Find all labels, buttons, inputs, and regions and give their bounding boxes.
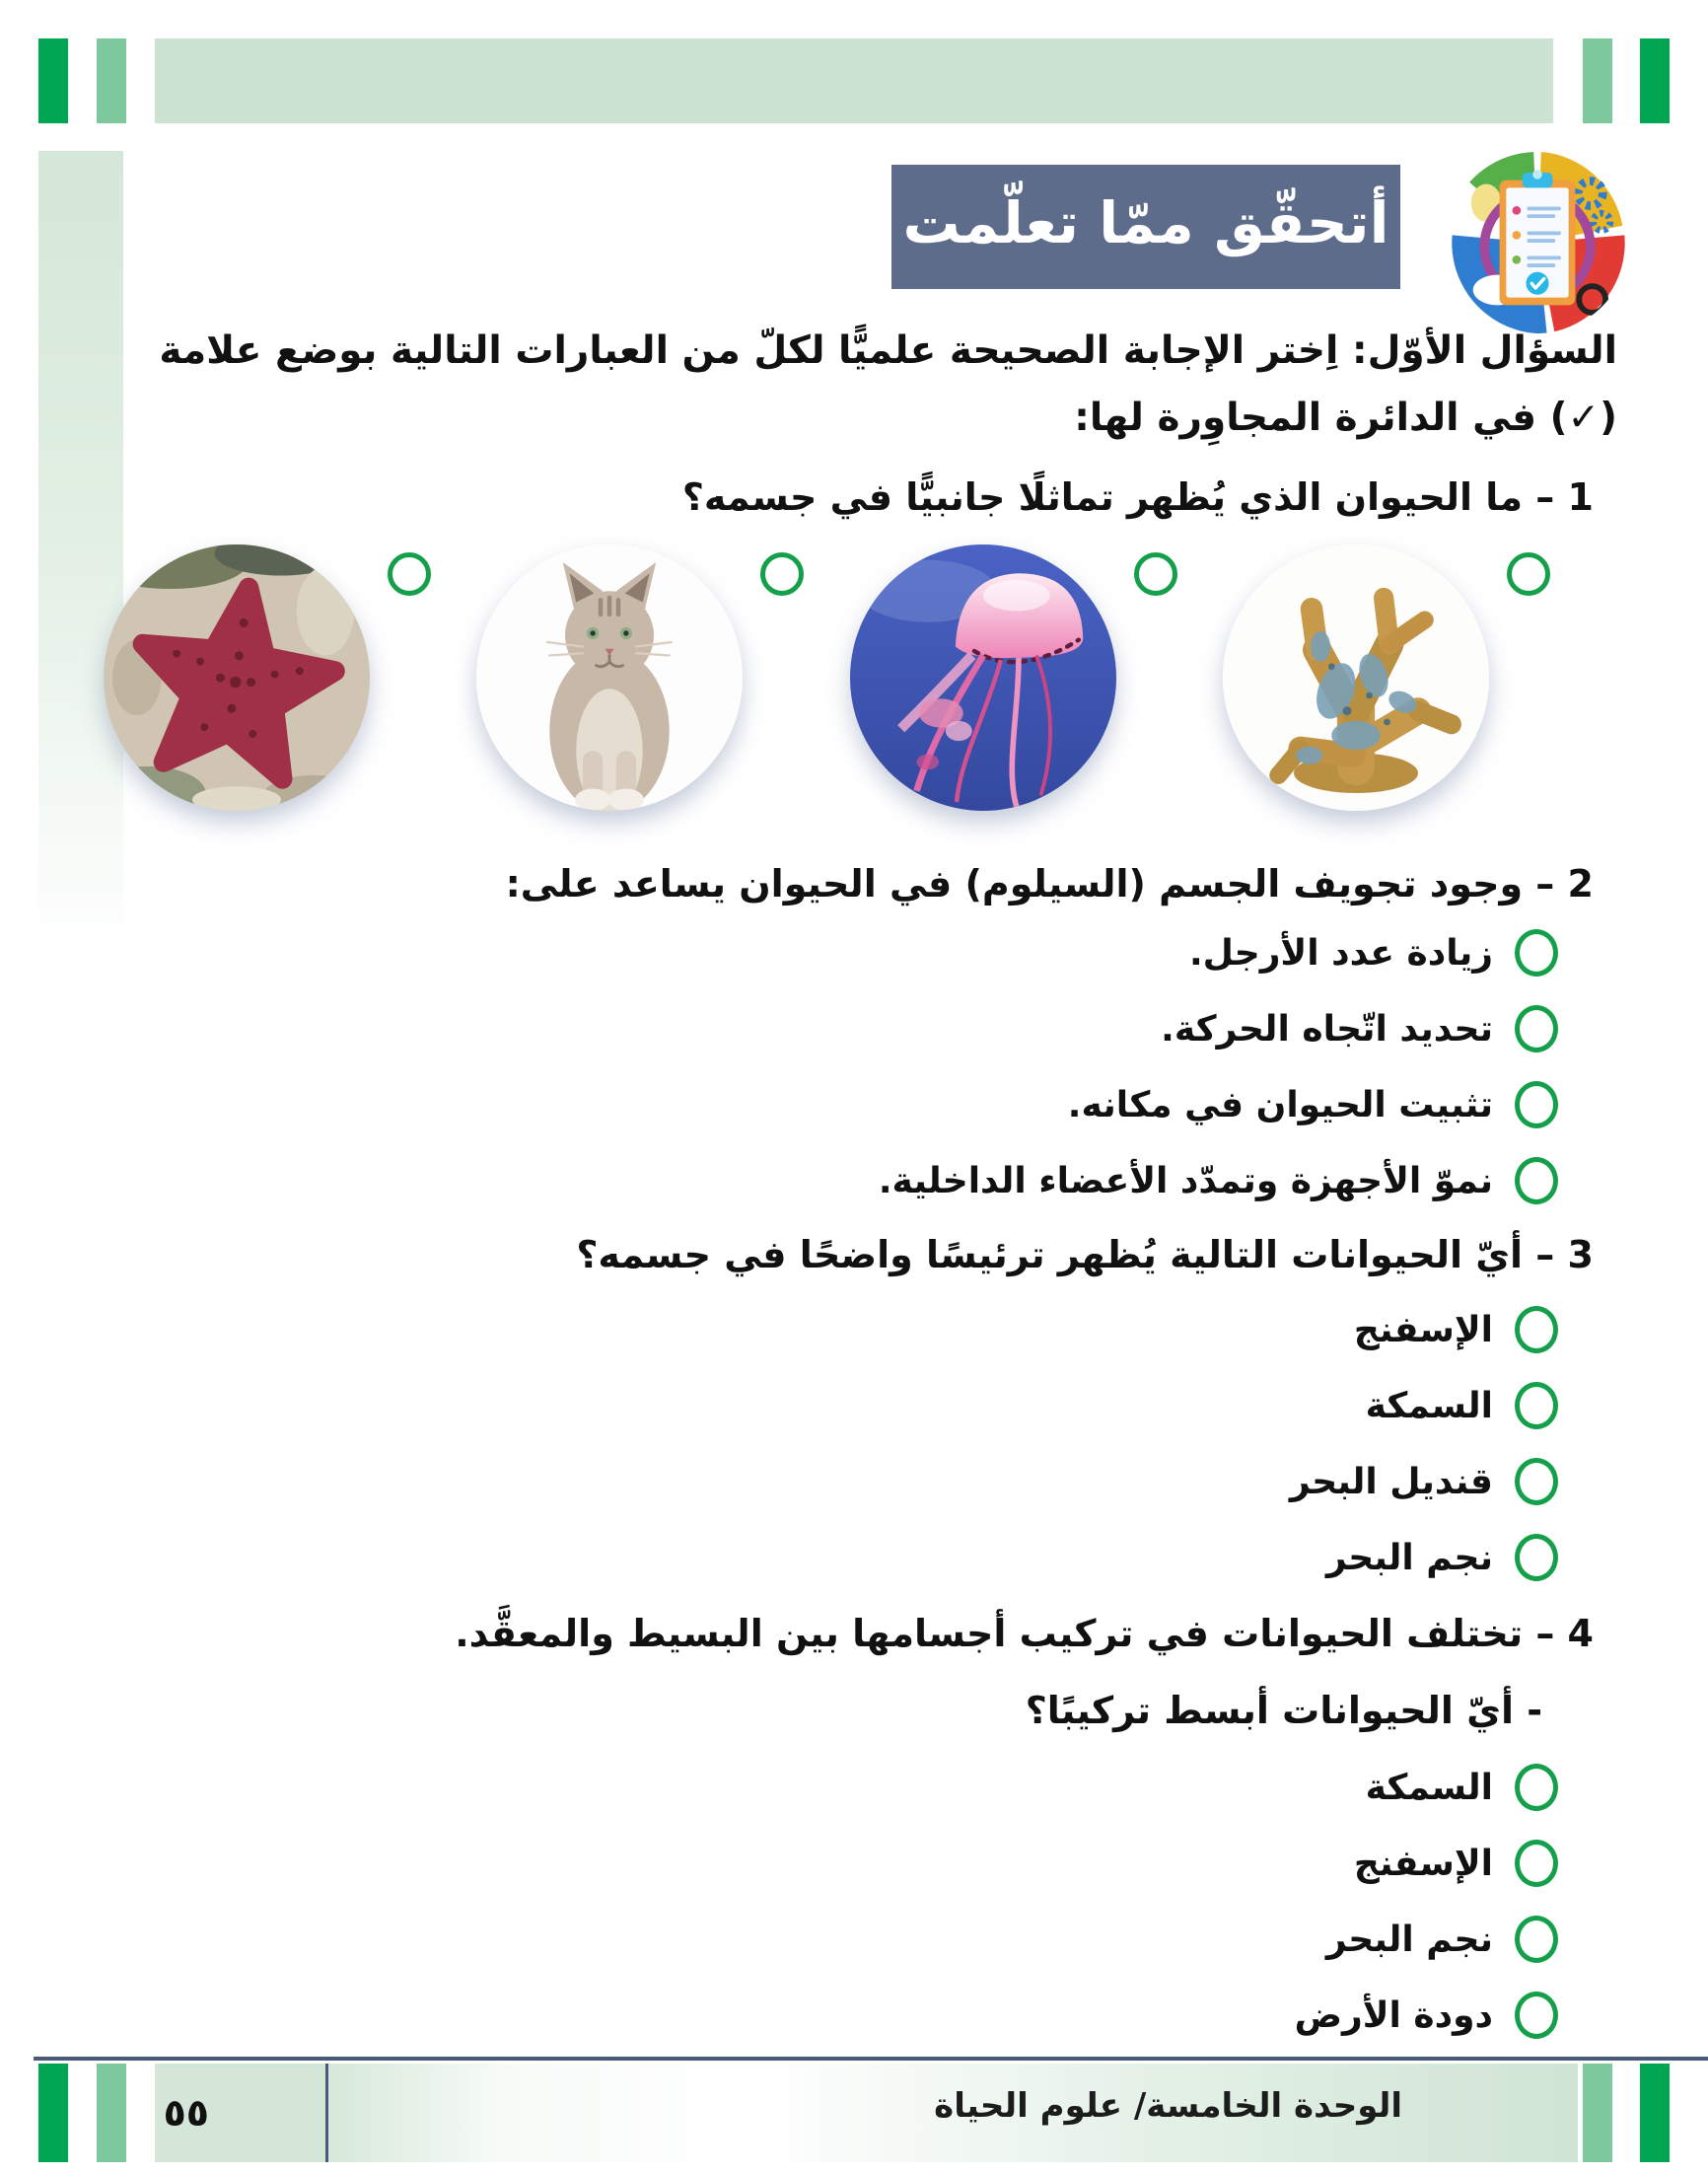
option-row <box>94 1456 1558 1507</box>
q4-option-2-radio[interactable] <box>1515 1840 1558 1887</box>
q4-option-4-label: دودة الأرض <box>1294 1994 1493 2036</box>
q4-option-1-radio[interactable] <box>1515 1764 1558 1811</box>
option-row <box>94 1304 1558 1355</box>
header-stripe-dark-left <box>38 38 68 123</box>
question-1-image-options <box>104 544 1550 811</box>
option-row <box>94 927 1558 979</box>
cat-image <box>476 544 743 811</box>
q2-option-2-label: تحديد اتّجاه الحركة. <box>1161 1008 1493 1050</box>
header-band <box>155 38 1553 123</box>
option-row <box>94 1532 1558 1583</box>
q3-option-4-radio[interactable] <box>1515 1534 1558 1581</box>
checklist-badge-svg <box>1443 148 1632 337</box>
answer-radio-cat[interactable] <box>760 552 804 596</box>
q2-option-3-label: تثبيت الحيوان في مكانه. <box>1067 1084 1493 1125</box>
page-footer <box>0 2057 1708 2167</box>
image-option-starfish <box>104 544 431 811</box>
footer-stripe-dark-left <box>38 2064 68 2162</box>
option-row <box>94 1914 1558 1965</box>
q4-option-3-label: نجم البحر <box>1325 1919 1493 1960</box>
footer-stripe-dark-right <box>1640 2064 1670 2162</box>
header-stripe-medium-right <box>1583 38 1612 123</box>
q3-option-4-label: نجم البحر <box>1325 1537 1493 1578</box>
page-number: ٥٥ <box>163 2091 209 2135</box>
starfish-photo <box>104 544 370 811</box>
q3-option-2-radio[interactable] <box>1515 1382 1558 1429</box>
option-row <box>94 1380 1558 1431</box>
q3-option-1-radio[interactable] <box>1515 1306 1558 1353</box>
q2-option-1-label: زيادة عدد الأرجل. <box>1188 932 1493 974</box>
option-row <box>94 1003 1558 1054</box>
option-row <box>94 1079 1558 1130</box>
question-instructions: السؤال الأوّل: اِختر الإجابة الصحيحة علميًّا لكلّ من العبارات التالية بوضع علامة (✓) في الدائرة المجاوِرة لها: <box>159 328 1617 441</box>
footer-page-number-box <box>155 2064 325 2162</box>
q2-option-3-radio[interactable] <box>1515 1081 1558 1128</box>
jellyfish-image <box>850 544 1116 811</box>
q2-option-2-radio[interactable] <box>1515 1005 1558 1052</box>
checklist-badge-icon <box>1443 148 1632 337</box>
q2-option-4-label: نموّ الأجهزة وتمدّد الأعضاء الداخلية. <box>878 1160 1493 1201</box>
q3-option-2-label: السمكة <box>1365 1385 1493 1426</box>
question-2-text: 2 – وجود تجويف الجسم (السيلوم) في الحيوان يساعد على: <box>505 862 1594 906</box>
answer-radio-coral[interactable] <box>1507 552 1550 596</box>
q4-option-4-radio[interactable] <box>1515 1992 1558 2039</box>
option-row <box>94 1155 1558 1206</box>
option-row <box>94 1762 1558 1813</box>
q4-option-3-radio[interactable] <box>1515 1916 1558 1963</box>
question-4-text <box>94 1612 1594 1732</box>
section-banner-title: أتحقّق ممّا تعلّمت <box>902 189 1389 256</box>
q3-option-1-label: الإسفنج <box>1353 1309 1493 1350</box>
jellyfish-photo <box>850 544 1116 811</box>
footer-stripe-medium-right <box>1583 2064 1612 2162</box>
q2-option-4-radio[interactable] <box>1515 1157 1558 1204</box>
cat-photo <box>476 544 743 811</box>
question-3-text: 3 – أيّ الحيوانات التالية يُظهر ترئيسًا واضحًا في جسمه؟ <box>576 1233 1594 1276</box>
answer-radio-starfish[interactable] <box>388 552 431 596</box>
footer-stripe-medium-left <box>97 2064 126 2162</box>
q4-option-1-label: السمكة <box>1365 1767 1493 1808</box>
q4-option-2-label: الإسفنج <box>1353 1843 1493 1884</box>
question-4-options <box>94 1762 1558 2066</box>
starfish-image <box>104 544 370 811</box>
question-3-options <box>94 1304 1558 1608</box>
image-option-jellyfish <box>850 544 1177 811</box>
image-option-coral <box>1223 544 1550 811</box>
question-2-options <box>94 927 1558 1231</box>
footer-unit-label: الوحدة الخامسة/ علوم الحياة <box>934 2086 1402 2126</box>
image-option-cat <box>476 544 804 811</box>
q3-option-3-label: قنديل البحر <box>1289 1461 1493 1502</box>
footer-top-rule <box>34 2057 1708 2061</box>
section-banner <box>891 165 1400 289</box>
header-stripe-medium-left <box>97 38 126 123</box>
coral-photo <box>1223 544 1489 811</box>
question-4-subtext: - أيّ الحيوانات أبسط تركيبًا؟ <box>1025 1689 1542 1732</box>
question-1-text: 1 – ما الحيوان الذي يُظهر تماثلًا جانبيًّا في جسمه؟ <box>681 475 1594 519</box>
answer-radio-jellyfish[interactable] <box>1134 552 1177 596</box>
q2-option-1-radio[interactable] <box>1515 929 1558 977</box>
coral-image <box>1223 544 1489 811</box>
question-4-line1: 4 – تختلف الحيوانات في تركيب أجسامها بين البسيط والمعقَّد. <box>455 1612 1594 1655</box>
option-row <box>94 1838 1558 1889</box>
option-row <box>94 1990 1558 2041</box>
header-stripe-dark-right <box>1640 38 1670 123</box>
q3-option-3-radio[interactable] <box>1515 1458 1558 1505</box>
